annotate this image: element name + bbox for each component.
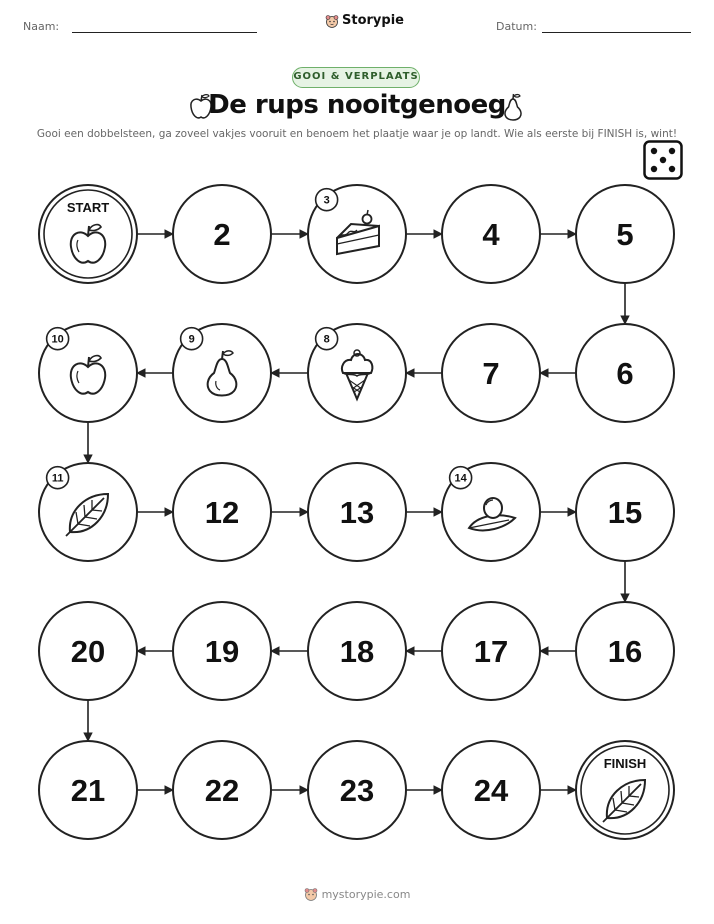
category-badge: GOOI & VERPLAATS (292, 67, 420, 88)
finish-space[interactable] (576, 741, 674, 839)
board-space-4[interactable] (442, 185, 540, 283)
space-number: 11 (51, 472, 64, 485)
start-space[interactable] (39, 185, 137, 283)
page-title: De rups nooitgenoeg (208, 90, 506, 120)
board-space-7[interactable] (442, 324, 540, 422)
board-space-3[interactable] (308, 185, 406, 283)
board-space-13[interactable] (308, 463, 406, 561)
board-space-22[interactable] (173, 741, 271, 839)
board-space-23[interactable] (308, 741, 406, 839)
board-space-10[interactable] (39, 324, 137, 422)
space-number: 15 (607, 495, 643, 530)
space-number: 21 (70, 773, 106, 808)
space-number: 8 (323, 333, 330, 346)
space-number: 13 (339, 495, 375, 530)
board-space-14[interactable] (442, 463, 540, 561)
board-space-18[interactable] (308, 602, 406, 700)
space-number: 18 (339, 634, 375, 669)
space-number: 7 (482, 356, 500, 391)
board-space-5[interactable] (576, 185, 674, 283)
space-number: 2 (213, 217, 231, 252)
space-number: 3 (323, 194, 330, 207)
space-number: 23 (339, 773, 375, 808)
board-space-21[interactable] (39, 741, 137, 839)
space-label: START (66, 200, 110, 215)
space-number: 6 (616, 356, 634, 391)
footer-url: mystorypie.com (321, 887, 411, 901)
name-label: Naam: (23, 20, 60, 33)
board-space-20[interactable] (39, 602, 137, 700)
space-number: 20 (70, 634, 106, 669)
space-number: 22 (204, 773, 240, 808)
board-space-16[interactable] (576, 602, 674, 700)
board-space-6[interactable] (576, 324, 674, 422)
board-space-8[interactable] (308, 324, 406, 422)
space-number: 17 (473, 634, 509, 669)
instructions: Gooi een dobbelsteen, ga zoveel vakjes vooruit en benoem het plaatje waar je op landt. Wie als eerste bij FINISH is, wint! (36, 128, 678, 140)
board-space-2[interactable] (173, 185, 271, 283)
space-number: 12 (204, 495, 240, 530)
space-number: 19 (204, 634, 240, 669)
space-number: 5 (616, 217, 634, 252)
brand-name: Storypie (342, 13, 404, 28)
space-number: 9 (188, 333, 195, 346)
space-label: FINISH (603, 756, 647, 771)
board-space-12[interactable] (173, 463, 271, 561)
storypie-logo-icon (304, 887, 318, 901)
space-number: 24 (473, 773, 509, 808)
space-number: 4 (482, 217, 500, 252)
board-space-9[interactable] (173, 324, 271, 422)
board-space-11[interactable] (39, 463, 137, 561)
board-space-17[interactable] (442, 602, 540, 700)
board-space-19[interactable] (173, 602, 271, 700)
board-space-15[interactable] (576, 463, 674, 561)
board-space-24[interactable] (442, 741, 540, 839)
space-number: 16 (607, 634, 643, 669)
space-number: 10 (51, 333, 64, 346)
date-label: Datum: (496, 20, 537, 33)
space-number: 14 (454, 472, 467, 485)
footer (0, 887, 714, 901)
